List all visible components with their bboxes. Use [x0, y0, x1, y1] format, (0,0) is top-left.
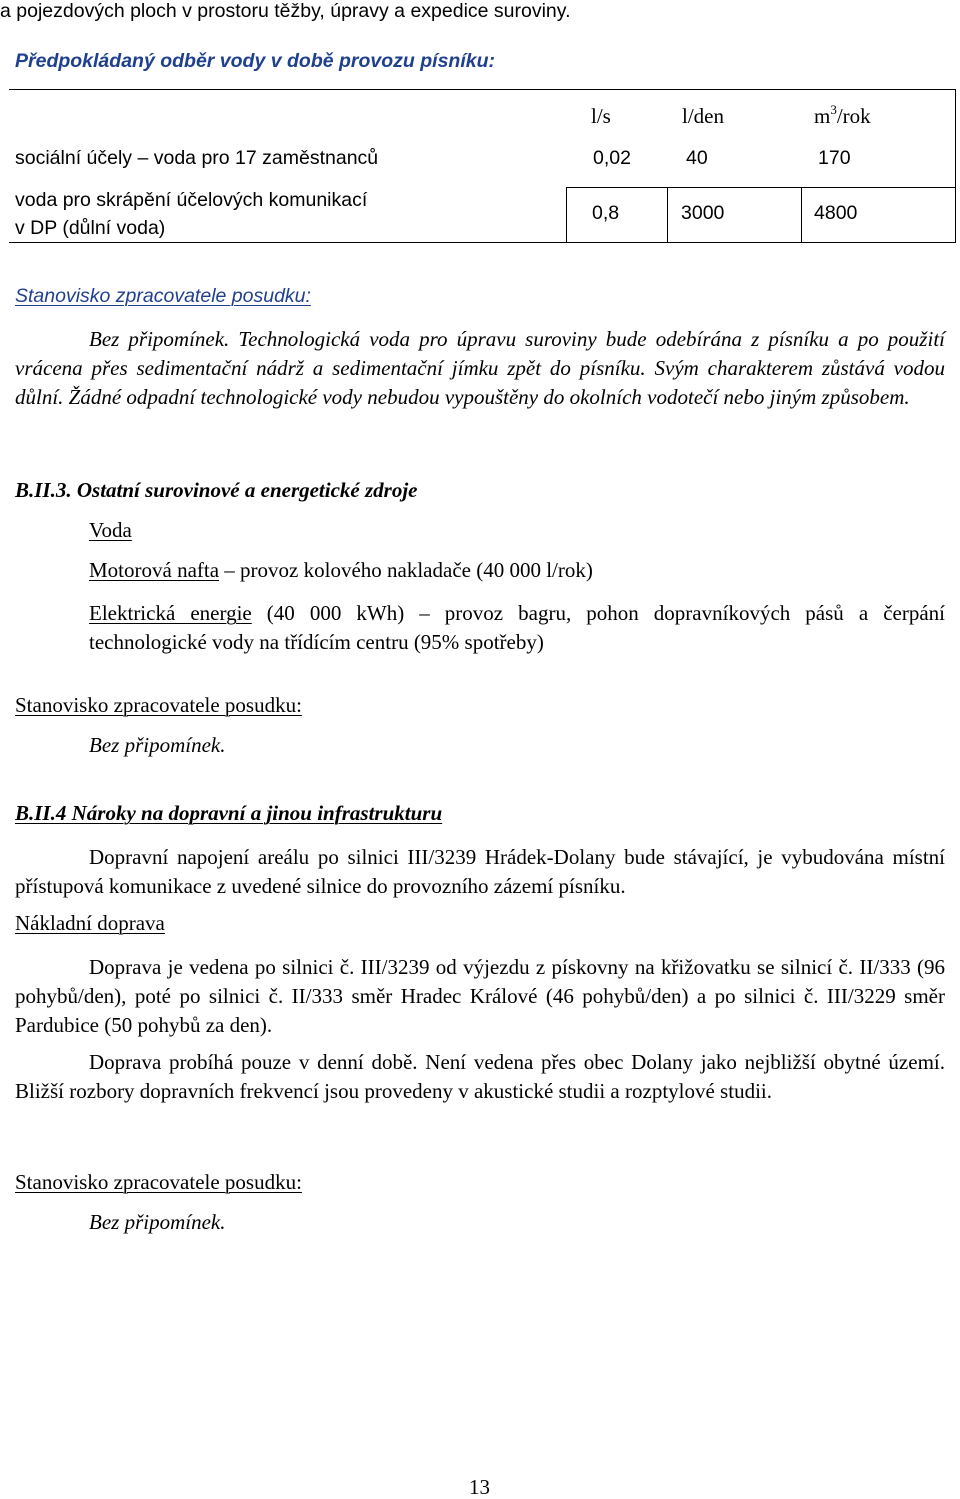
energie-label: Elektrická energie	[89, 601, 252, 625]
col-header-ls: l/s	[591, 104, 611, 128]
opinion-body-3: Bez připomínek.	[89, 1210, 226, 1234]
col-header-m3-rok: $m^3$/rok	[814, 102, 871, 128]
nafta-text: – provoz kolového nakladače (40 000 l/rok)	[219, 558, 593, 582]
row-spray-label-line2: v DP (důlní voda)	[15, 217, 166, 239]
page-number: 13	[469, 1475, 490, 1499]
row-spray-lden: 3000	[681, 202, 725, 224]
table-border-bottom	[9, 242, 955, 243]
table-col-rule-3	[801, 187, 802, 243]
opinion-body-2: Bez připomínek.	[89, 733, 226, 757]
freight-paragraph: Doprava je vedena po silnici č. III/3239 od výjezdu z pískovny na křižovatku se silnicí č. II/333 (96 pohybů/den), poté po silnici č. II/333 směr Hradec Králové (46 pohybů/den) a po silnici č. III/3229 směr Pardubice (50 pohybů za den).	[15, 955, 945, 1037]
row-spray-label-line1: voda pro skrápění účelových komunikací	[15, 189, 368, 211]
opinion-heading-2: Stanovisko zpracovatele posudku:	[15, 693, 302, 717]
col-header-lden: l/den	[682, 104, 724, 128]
row-social-ls: 0,02	[593, 147, 631, 169]
row-social-rok: 170	[818, 147, 851, 169]
table-border-right	[955, 89, 956, 243]
row-social-label: sociální účely – voda pro 17 zaměstnanců	[15, 147, 379, 169]
section-b2-4-heading: B.II.4 Nároky na dopravní a jinou infrastrukturu	[15, 801, 443, 825]
opinion-body-1: Bez připomínek. Technologická voda pro úpravu suroviny bude odebírána z písníku a po použití vrácena přes sedimentační nádrž a sedimentační jímku zpět do písníku. Svým charakterem zůstává vodou důlní. Žádné odpadní technologické vody nebudou vypouštěny do okolních vodotečí nebo jiným způsobem.	[15, 327, 945, 409]
table-col-rule-2	[667, 187, 668, 243]
water-table-heading: Předpokládaný odběr vody v době provozu písníku:	[15, 50, 495, 72]
opinion-heading-1: Stanovisko zpracovatele posudku:	[15, 285, 311, 307]
section-b2-3-heading: B.II.3. Ostatní surovinové a energetické zdroje	[15, 478, 418, 502]
nafta-label: Motorová nafta	[89, 558, 220, 582]
row-social-lden: 40	[686, 147, 708, 169]
energie-paragraph	[89, 599, 945, 657]
table-col-rule-1	[566, 187, 567, 243]
top-continuation-line: a pojezdových ploch v prostoru těžby, úpravy a expedice suroviny.	[0, 0, 571, 22]
row-spray-rok: 4800	[814, 202, 858, 224]
voda-label: Voda	[89, 518, 132, 542]
energie-text: (40 000 kWh) – provoz bagru, pohon dopravníkových pásů a čerpání technologické vody na třídícím centru (95% spotřeby)	[89, 601, 945, 654]
traffic-paragraph: Doprava probíhá pouze v denní době. Není vedena přes obec Dolany jako nejbližší obytné území. Bližší rozbory dopravních frekvencí jsou provedeny v akustické studii a rozptylové studii.	[15, 1050, 945, 1103]
freight-subheading: Nákladní doprava	[15, 911, 165, 935]
table-border-top	[9, 89, 955, 90]
opinion-heading-3: Stanovisko zpracovatele posudku:	[15, 1170, 302, 1194]
row-spray-ls: 0,8	[592, 202, 620, 224]
infrastructure-paragraph: Dopravní napojení areálu po silnici III/3239 Hrádek-Dolany bude stávající, je vybudována místní přístupová komunikace z uvedené silnice do provozního zázemí písníku.	[15, 845, 945, 898]
table-inner-rule	[566, 187, 955, 188]
nafta-line	[89, 560, 593, 581]
